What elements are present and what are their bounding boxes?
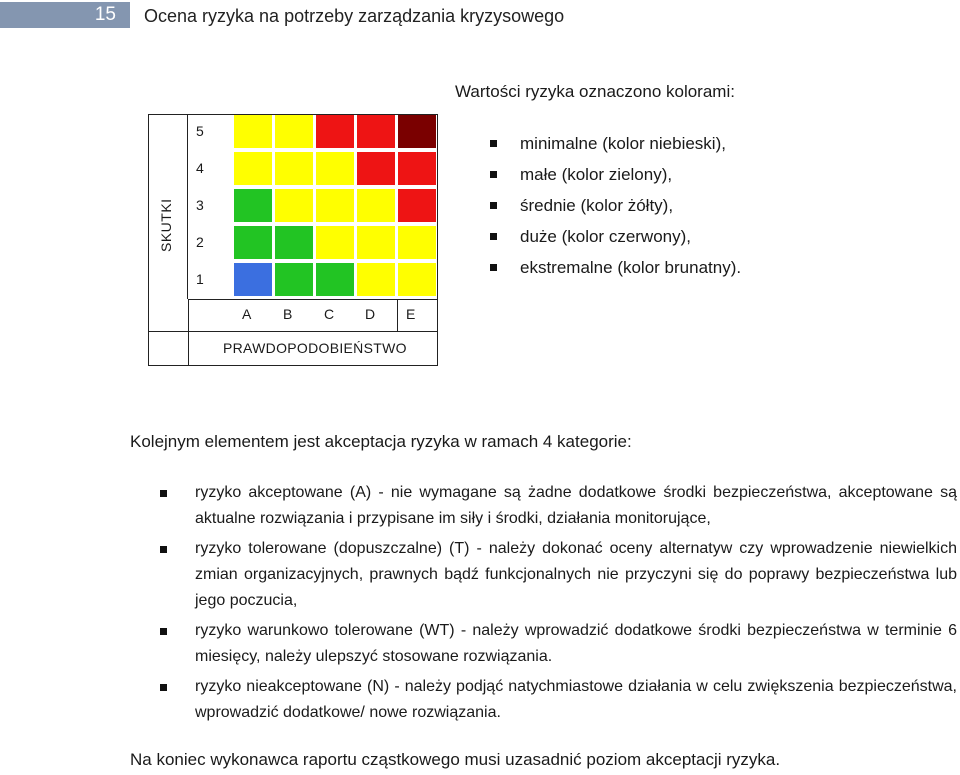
risk-cell: [234, 263, 272, 296]
row-label: 2: [196, 234, 204, 250]
bullet-square-icon: [490, 264, 497, 271]
bullet-square-icon: [490, 171, 497, 178]
row-label: 3: [196, 197, 204, 213]
risk-cell: [316, 263, 354, 296]
column-label: D: [365, 306, 376, 322]
divider: [397, 299, 398, 331]
risk-cell: [316, 189, 354, 222]
risk-cell: [275, 263, 313, 296]
risk-cell: [234, 152, 272, 185]
column-label: B: [283, 306, 293, 322]
acceptance-item: ryzyko tolerowane (dopuszczalne) (T) - należy dokonać oceny alternatyw czy wprowadzenie niewielkich zmian organizacyjnych, prawnych bądź funkcjonalnych nie przyczyni się do poprawy bezpieczeństwa lub jego poczucia,: [160, 536, 957, 614]
acceptance-list: [160, 480, 957, 730]
legend-item: duże (kolor czerwony),: [490, 221, 741, 252]
column-label: C: [324, 306, 335, 322]
risk-cell: [234, 226, 272, 259]
risk-matrix: [148, 114, 438, 368]
x-axis-label: PRAWDOPODOBIEŃSTWO: [223, 340, 407, 356]
risk-cell: [316, 152, 354, 185]
acceptance-item: ryzyko akceptowane (A) - nie wymagane są żadne dodatkowe środki bezpieczeństwa, akceptowane są aktualne rozwiązania i przypisane im siły i środki, działania monitorujące,: [160, 480, 957, 532]
risk-cell: [357, 115, 395, 148]
legend-list: [490, 128, 741, 283]
page-number: 15: [0, 2, 130, 28]
legend-intro: Wartości ryzyka oznaczono kolorami:: [455, 82, 735, 101]
row-label: 4: [196, 160, 204, 176]
risk-cell: [398, 263, 436, 296]
legend-item: średnie (kolor żółty),: [490, 190, 741, 221]
risk-cell: [398, 226, 436, 259]
acceptance-intro: Kolejnym elementem jest akceptacja ryzyka w ramach 4 kategorie:: [130, 432, 632, 451]
bullet-square-icon: [160, 490, 167, 497]
legend-item: minimalne (kolor niebieski),: [490, 128, 741, 159]
risk-cell: [275, 115, 313, 148]
acceptance-item: ryzyko warunkowo tolerowane (WT) - należy wprowadzić dodatkowe środki bezpieczeństwa w terminie 6 miesięcy, należy ulepszyć stosowane rozwiązania.: [160, 618, 957, 670]
risk-cell: [357, 152, 395, 185]
risk-cell: [398, 189, 436, 222]
divider: [188, 299, 189, 366]
acceptance-item: ryzyko nieakceptowane (N) - należy podjąć natychmiastowe działania w celu zwiększenia bezpieczeństwa, wprowadzić dodatkowe/ nowe rozwiązania.: [160, 674, 957, 726]
risk-cell: [275, 152, 313, 185]
y-axis-label: SKUTKI: [158, 198, 174, 252]
divider: [148, 331, 438, 332]
header-title: Ocena ryzyka na potrzeby zarządzania kryzysowego: [144, 6, 565, 26]
risk-cell: [234, 189, 272, 222]
column-label: E: [406, 306, 416, 322]
risk-cell: [275, 189, 313, 222]
risk-cell: [234, 115, 272, 148]
divider: [188, 299, 438, 300]
risk-cell: [398, 152, 436, 185]
legend-item: ekstremalne (kolor brunatny).: [490, 252, 741, 283]
bullet-square-icon: [160, 546, 167, 553]
risk-cell: [275, 226, 313, 259]
legend-item: małe (kolor zielony),: [490, 159, 741, 190]
row-label: 5: [196, 123, 204, 139]
risk-cell: [316, 115, 354, 148]
risk-cell: [357, 226, 395, 259]
risk-cell: [357, 263, 395, 296]
risk-cell: [398, 115, 436, 148]
risk-cell: [357, 189, 395, 222]
bullet-square-icon: [490, 140, 497, 147]
bullet-square-icon: [160, 628, 167, 635]
closing-paragraph: Na koniec wykonawca raportu cząstkowego musi uzasadnić poziom akceptacji ryzyka.: [130, 750, 781, 769]
bullet-square-icon: [490, 202, 497, 209]
bullet-square-icon: [160, 684, 167, 691]
column-label: A: [242, 306, 252, 322]
row-label: 1: [196, 271, 204, 287]
risk-cell: [316, 226, 354, 259]
bullet-square-icon: [490, 233, 497, 240]
